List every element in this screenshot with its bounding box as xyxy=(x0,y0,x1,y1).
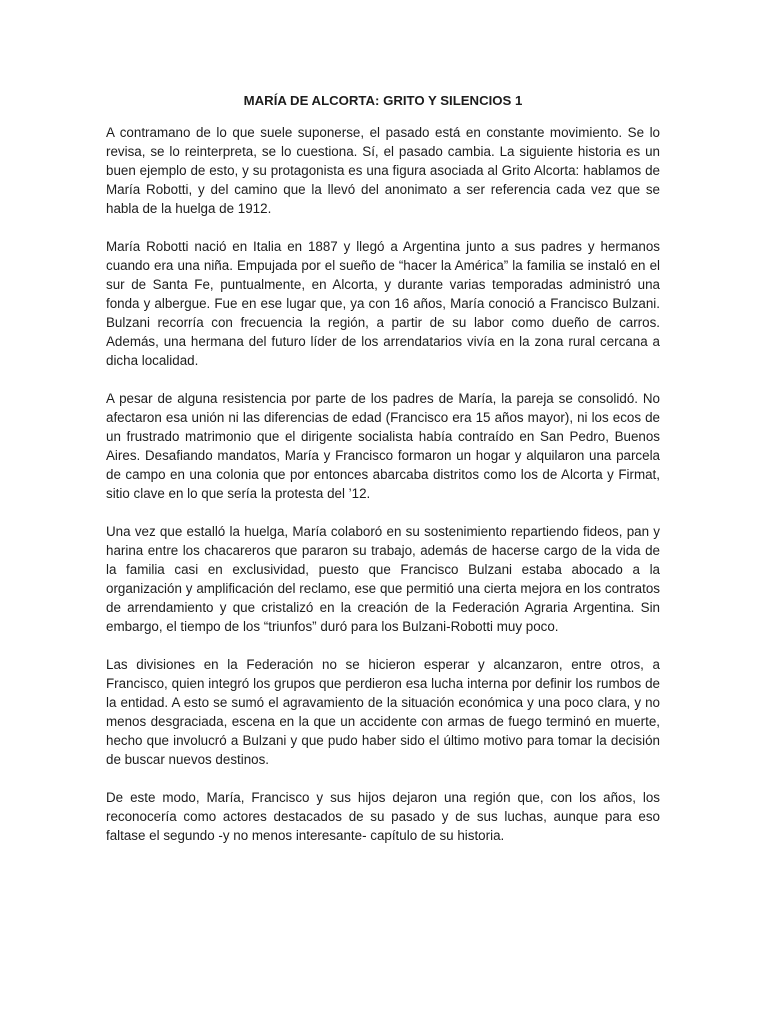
paragraph-couple: A pesar de alguna resistencia por parte de los padres de María, la pareja se consolidó. No afectaron esa unión ni las diferencias de edad (Francisco era 15 años mayor), ni los ecos de un frustrado matrimonio que el dirigente socialista había contraído en San Pedro, Buenos Aires. Desafiando mandatos, María y Francisco formaron un hogar y alquilaron una parcela de campo en una colonia que por entonces abarcaba distritos como los de Alcorta y Firmat, sitio clave en lo que sería la protesta del ’12. xyxy=(106,391,660,501)
paragraph-origins: María Robotti nació en Italia en 1887 y llegó a Argentina junto a sus padres y hermanos cuando era una niña. Empujada por el sueño de “hacer la América” la familia se instaló en el sur de Santa Fe, puntualmente, en Alcorta, y durante varias temporadas administró una fonda y albergue. Fue en ese lugar que, ya con 16 años, María conoció a Francisco Bulzani. Bulzani recorría con frecuencia la región, a partir de su labor como dueño de carros. Además, una hermana del futuro líder de los arrendatarios vivía en la zona rural cercana a dicha localidad. xyxy=(106,239,660,368)
document-body xyxy=(106,90,660,864)
paragraph-strike: Una vez que estalló la huelga, María colaboró en su sostenimiento repartiendo fideos, pan y harina entre los chacareros que pararon su trabajo, además de hacerse cargo de la vida de la familia casi en exclusividad, puesto que Francisco Bulzani estaba abocado a la organización y amplificación del reclamo, ese que permitió una cierta mejora en los contratos de arrendamiento y que cristalizó en la creación de la Federación Agraria Argentina. Sin embargo, el tiempo de los “triunfos” duró para los Bulzani-Robotti muy poco. xyxy=(106,524,660,634)
paragraph-closing: De este modo, María, Francisco y sus hijos dejaron una región que, con los años, los reconocería como actores destacados de su pasado y de sus luchas, aunque para eso faltase el segundo -y no menos interesante- capítulo de su historia. xyxy=(106,790,660,843)
paragraph-intro: A contramano de lo que suele suponerse, el pasado está en constante movimiento. Se lo revisa, se lo reinterpreta, se lo cuestiona. Sí, el pasado cambia. La siguiente historia es un buen ejemplo de esto, y su protagonista es una figura asociada al Grito Alcorta: hablamos de María Robotti, y del camino que la llevó del anonimato a ser referencia cada vez que se habla de la huelga de 1912. xyxy=(106,125,660,216)
paragraph-divisions: Las divisiones en la Federación no se hicieron esperar y alcanzaron, entre otros, a Francisco, quien integró los grupos que perdieron esa lucha interna por definir los rumbos de la entidad. A esto se sumó el agravamiento de la situación económica y una poco clara, y no menos desgraciada, escena en la que un accidente con armas de fuego terminó en muerte, hecho que involucró a Bulzani y que pudo haber sido el último motivo para tomar la decisión de buscar nuevos destinos. xyxy=(106,657,660,767)
document-title: MARÍA DE ALCORTA: GRITO Y SILENCIOS 1 xyxy=(243,93,523,108)
